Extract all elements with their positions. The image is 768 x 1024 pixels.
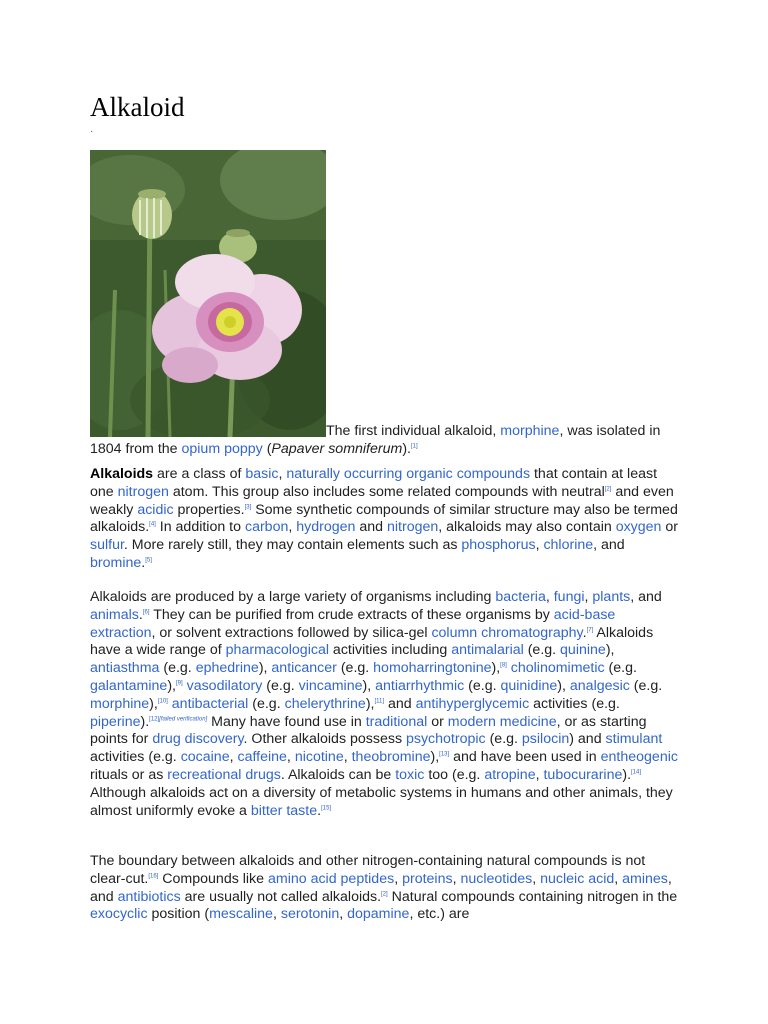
page-title: Alkaloid: [90, 92, 185, 122]
link-dopamine[interactable]: dopamine: [347, 906, 410, 923]
text: activities including: [328, 642, 452, 659]
link-psilocin[interactable]: psilocin: [521, 731, 570, 748]
text: , alkaloids may also contain: [438, 519, 616, 536]
text: , or as starting points for: [90, 713, 647, 748]
link-homoharringtonine[interactable]: homoharringtonine: [373, 660, 492, 677]
text: Alkaloids have a wide range of: [90, 624, 654, 659]
text: ,: [535, 766, 544, 783]
link-acidic[interactable]: acidic: [137, 501, 174, 518]
link-amines[interactable]: amines: [622, 870, 668, 887]
link-antiarrhythmic[interactable]: antiarrhythmic: [375, 677, 465, 694]
text: , and: [630, 589, 662, 605]
link-oxygen[interactable]: oxygen: [615, 519, 662, 536]
text: (e.g.: [464, 677, 501, 694]
link-antihyperglycemic[interactable]: antihyperglycemic: [415, 695, 530, 712]
link-bacteria[interactable]: bacteria: [495, 589, 546, 605]
link-antibiotics[interactable]: antibiotics: [117, 888, 181, 905]
text: ),: [167, 677, 176, 694]
text: ,: [278, 466, 287, 482]
link-antimalarial[interactable]: antimalarial: [451, 642, 524, 659]
text: (e.g.: [248, 695, 285, 712]
text: or: [661, 519, 679, 536]
link-morphine[interactable]: morphine: [90, 695, 150, 712]
text: Compounds like: [158, 870, 268, 887]
link-sulfur[interactable]: sulfur: [90, 537, 124, 554]
text: and: [355, 519, 387, 536]
reference-14[interactable]: [14]: [631, 769, 642, 776]
text: ,: [452, 870, 461, 887]
text: are usually not called alkaloids.: [180, 888, 382, 905]
text: ).: [622, 766, 632, 783]
reference-7[interactable]: [7]: [586, 626, 594, 633]
link-piperine[interactable]: piperine: [90, 713, 141, 730]
text: ,: [614, 870, 623, 887]
text: ),: [365, 695, 375, 712]
paragraph-definition: [90, 466, 680, 573]
link-acid-base-extraction[interactable]: acid-base extraction: [90, 606, 616, 641]
link-atropine[interactable]: atropine: [484, 766, 536, 783]
link-proteins[interactable]: proteins: [402, 870, 453, 887]
link-cholinomimetic[interactable]: cholinomimetic: [510, 660, 605, 677]
text: ,: [584, 589, 593, 605]
link-basic[interactable]: basic: [245, 466, 279, 482]
reference-9[interactable]: [9]: [175, 680, 183, 687]
link-bitter-taste[interactable]: bitter taste: [250, 802, 318, 819]
reference-15[interactable]: [15]: [321, 804, 332, 811]
link-nucleic-acid[interactable]: nucleic acid: [540, 870, 615, 887]
link-entheogenic[interactable]: entheogenic: [600, 749, 678, 766]
reference-11[interactable]: [11]: [374, 698, 385, 705]
text: and even weakly: [90, 483, 674, 518]
link-opium-poppy[interactable]: opium poppy: [181, 440, 263, 457]
species-name: Papaver somniferum: [271, 440, 403, 457]
text: (e.g.: [336, 660, 374, 677]
text: position (: [147, 906, 210, 923]
link-hydrogen[interactable]: hydrogen: [296, 519, 356, 536]
caption-text: (: [262, 440, 272, 457]
link-quinidine[interactable]: quinidine: [500, 677, 558, 694]
title-dot: ·: [90, 126, 94, 137]
text: The boundary between alkaloids and other nitrogen-containing natural compounds is not clear-cut.: [90, 853, 646, 887]
text: Alkaloids are produced by a large variety of organisms including: [90, 589, 496, 605]
text: ,: [229, 749, 238, 766]
link-nicotine[interactable]: nicotine: [294, 749, 344, 766]
text: ,: [272, 906, 281, 923]
link-naturally-occurring[interactable]: naturally occurring organic compounds: [286, 466, 531, 482]
link-plants[interactable]: plants: [592, 589, 631, 605]
text: , and: [90, 870, 672, 905]
paragraph-boundary: [90, 853, 680, 924]
text: . Other alkaloids possess: [243, 731, 406, 748]
text: . Alkaloids can be: [280, 766, 396, 783]
text: ,: [545, 589, 554, 605]
term-alkaloids: Alkaloids: [90, 466, 154, 482]
link-serotonin[interactable]: serotonin: [280, 906, 340, 923]
text: (e.g.: [629, 677, 663, 694]
reference-2[interactable]: [2]: [604, 486, 612, 493]
text: too (e.g.: [424, 766, 485, 783]
link-chelerythrine[interactable]: chelerythrine: [284, 695, 366, 712]
text: ),: [557, 677, 570, 694]
link-carbon[interactable]: carbon: [244, 519, 289, 536]
link-pharmacological[interactable]: pharmacological: [225, 642, 329, 659]
link-nitrogen[interactable]: nitrogen: [117, 483, 169, 500]
text: or: [427, 713, 448, 730]
text: ,: [288, 519, 297, 536]
link-bromine[interactable]: bromine: [90, 554, 142, 571]
text: (e.g.: [523, 642, 561, 659]
link-antiasthma[interactable]: antiasthma: [90, 660, 160, 677]
link-ephedrine[interactable]: ephedrine: [195, 660, 259, 677]
link-quinine[interactable]: quinine: [560, 642, 606, 659]
link-toxic[interactable]: toxic: [395, 766, 425, 783]
reference-12[interactable]: [12]: [149, 715, 160, 722]
reference-13[interactable]: [13]: [439, 751, 450, 758]
text: Natural compounds containing nitrogen in the: [387, 888, 678, 905]
reference-6[interactable]: [6]: [142, 609, 150, 616]
text: activities (e.g.: [90, 749, 181, 766]
text: ),: [605, 642, 615, 659]
link-chlorine[interactable]: chlorine: [543, 537, 594, 554]
text: properties.: [173, 501, 245, 518]
text: ),: [149, 695, 158, 712]
text: .: [317, 802, 322, 819]
link-column-chromatography[interactable]: column chromatography: [431, 624, 583, 641]
paragraph-sources: [90, 589, 680, 820]
text: ,: [286, 749, 295, 766]
link-nucleotides[interactable]: nucleotides: [460, 870, 533, 887]
reference-1[interactable]: [1]: [411, 443, 418, 450]
text: and: [384, 695, 416, 712]
link-nitrogen[interactable]: nitrogen: [386, 519, 439, 536]
text: , etc.) are: [409, 906, 470, 923]
link-phosphorus[interactable]: phosphorus: [461, 537, 536, 554]
text: that contain at least one: [90, 466, 658, 500]
text: ),: [430, 749, 440, 766]
text: ),: [362, 677, 376, 694]
text: ,: [394, 870, 403, 887]
text: In addition to: [155, 519, 245, 536]
opium-poppy-photo[interactable]: [90, 150, 326, 437]
text: .: [141, 554, 146, 571]
link-galantamine[interactable]: galantamine: [90, 677, 168, 694]
text: (e.g.: [485, 731, 522, 748]
text: are a class of: [153, 466, 246, 482]
link-tubocurarine[interactable]: tubocurarine: [543, 766, 623, 783]
text: atom. This group also includes some related compounds with neutral: [168, 483, 605, 500]
text: They can be purified from crude extracts of these organisms by: [149, 606, 554, 623]
link-morphine[interactable]: morphine: [500, 423, 560, 439]
text: ,: [535, 537, 544, 554]
link-drug-discovery[interactable]: drug discovery: [152, 731, 244, 748]
text: Although alkaloids act on a diversity of metabolic systems in humans and other animals, they almost uniformly evoke a: [90, 784, 673, 819]
text: ).: [140, 713, 150, 730]
text: Many have found use in: [207, 713, 366, 730]
text: and have been used in: [449, 749, 601, 766]
text: ,: [532, 870, 541, 887]
link-fungi[interactable]: fungi: [553, 589, 585, 605]
reference-2[interactable]: [2]: [381, 890, 388, 897]
link-traditional-medicine[interactable]: traditional: [365, 713, 428, 730]
text: .: [138, 606, 143, 623]
link-mescaline[interactable]: mescaline: [209, 906, 273, 923]
link-antibacterial[interactable]: antibacterial: [171, 695, 249, 712]
link-stimulant[interactable]: stimulant: [605, 731, 663, 748]
caption-text: ).: [402, 440, 411, 457]
text: , or solvent extractions followed by silica-gel: [151, 624, 432, 641]
text: .: [582, 624, 587, 641]
link-amino-acid-peptides[interactable]: amino acid peptides: [267, 870, 395, 887]
reference-10[interactable]: [10]: [157, 698, 168, 705]
link-vasodilatory[interactable]: vasodilatory: [186, 677, 263, 694]
reference-3[interactable]: [3]: [244, 503, 252, 510]
text: (e.g.: [262, 677, 299, 694]
caption-text: , was isolated in 1804 from the: [90, 423, 661, 457]
text: ),: [258, 660, 272, 677]
link-vincamine[interactable]: vincamine: [298, 677, 363, 694]
link-animals[interactable]: animals: [90, 606, 139, 623]
failed-verification-tag[interactable]: [failed verification]: [159, 715, 208, 722]
link-recreational-drugs[interactable]: recreational drugs: [167, 766, 281, 783]
link-modern-medicine[interactable]: modern medicine: [447, 713, 557, 730]
link-anticancer[interactable]: anticancer: [271, 660, 337, 677]
link-analgesic[interactable]: analgesic: [569, 677, 630, 694]
reference-4[interactable]: [4]: [149, 521, 156, 528]
text: activities (e.g.: [529, 695, 620, 712]
text: ,: [339, 906, 348, 923]
text: , and: [593, 537, 625, 554]
text: ) and: [569, 731, 606, 748]
text: (e.g.: [159, 660, 196, 677]
reference-8[interactable]: [8]: [500, 662, 507, 669]
text: rituals or as: [90, 766, 168, 783]
reference-5[interactable]: [5]: [145, 557, 152, 564]
link-theobromine[interactable]: theobromine: [351, 749, 431, 766]
link-caffeine[interactable]: caffeine: [237, 749, 287, 766]
link-exocyclic[interactable]: exocyclic: [90, 906, 148, 923]
text: ,: [343, 749, 352, 766]
text: Some synthetic compounds of similar structure may also be termed alkaloids.: [90, 501, 678, 536]
figure-caption: [90, 423, 680, 459]
reference-16[interactable]: [16]: [148, 873, 159, 880]
text: (e.g.: [604, 660, 637, 677]
link-cocaine[interactable]: cocaine: [180, 749, 230, 766]
caption-text: The first individual alkaloid,: [326, 423, 501, 439]
link-psychotropic[interactable]: psychotropic: [405, 731, 486, 748]
text: ),: [491, 660, 501, 677]
text: . More rarely still, they may contain elements such as: [123, 537, 462, 554]
